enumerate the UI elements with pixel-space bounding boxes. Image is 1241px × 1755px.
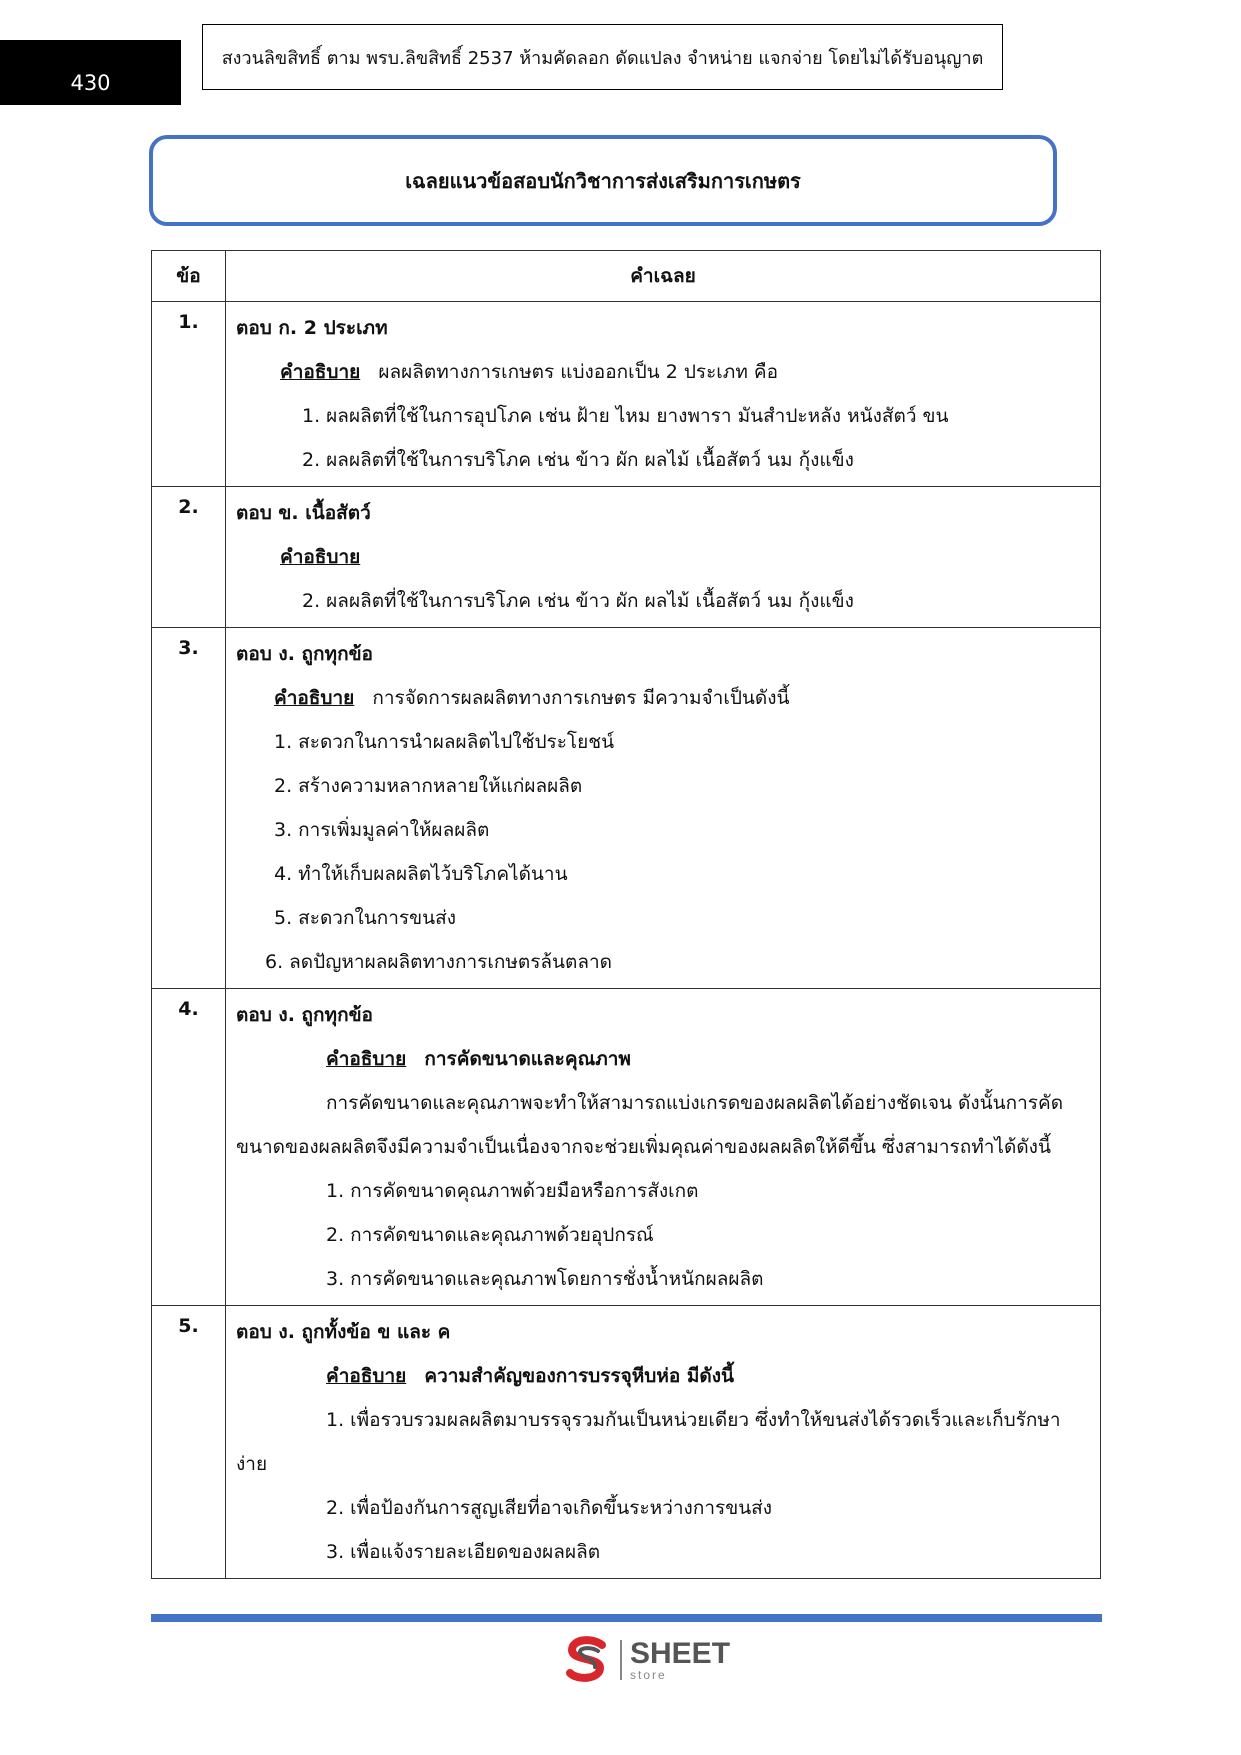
explanation-label: คำอธิบาย xyxy=(280,546,361,568)
answer-text: ตอบ ง. ถูกทุกข้อ xyxy=(236,1004,373,1026)
answer-text: ตอบ ง. ถูกทุกข้อ xyxy=(236,643,373,665)
list-item: 1. การคัดขนาดคุณภาพด้วยมือหรือการสังเกต xyxy=(326,1180,699,1202)
explanation-text: ความสำคัญของการบรรจุหีบห่อ มีดังนี้ xyxy=(424,1365,735,1387)
question-number: 1. xyxy=(152,302,226,487)
question-number: 4. xyxy=(152,989,226,1306)
page-number: 430 xyxy=(0,40,181,105)
table-row xyxy=(152,302,1101,487)
answer-cell xyxy=(226,989,1101,1306)
explanation-label: คำอธิบาย xyxy=(326,1048,407,1070)
explanation-label: คำอธิบาย xyxy=(280,361,361,383)
explanation xyxy=(236,1354,1090,1398)
question-number: 3. xyxy=(152,628,226,989)
list-item: 2. การคัดขนาดและคุณภาพด้วยอุปกรณ์ xyxy=(326,1224,654,1246)
question-number: 2. xyxy=(152,487,226,628)
table-row xyxy=(152,487,1101,628)
answer-table xyxy=(151,250,1101,1579)
explanation-paragraph: การคัดขนาดและคุณภาพจะทำให้สามารถแบ่งเกรดของผลผลิตได้อย่างชัดเจน ดังนั้นการคัดขนาดของผลผลิตจึงมีความจำเป็นเนื่องจากจะช่วยเพิ่มคุณค่าของผลผลิตให้ดีขึ้น ซึ่งสามารถทำได้ดังนี้ xyxy=(236,1092,1064,1158)
logo-text: SHEET xyxy=(630,1637,731,1670)
list-item: 3. เพื่อแจ้งรายละเอียดของผลผลิต xyxy=(326,1541,601,1563)
list-item: 1. สะดวกในการนำผลผลิตไปใช้ประโยชน์ xyxy=(274,731,615,753)
explanation xyxy=(236,535,1090,579)
logo-subtext: store xyxy=(630,1668,667,1682)
table-row xyxy=(152,989,1101,1306)
answer-cell xyxy=(226,1306,1101,1579)
list-item: 6. ลดปัญหาผลผลิตทางการเกษตรล้นตลาด xyxy=(265,951,613,973)
list-item: 2. ผลผลิตที่ใช้ในการบริโภค เช่น ข้าว ผัก ผลไม้ เนื้อสัตว์ นม กุ้งแข็ง xyxy=(302,449,854,471)
explanation xyxy=(236,676,1090,720)
answer-text: ตอบ ก. 2 ประเภท xyxy=(236,317,388,339)
explanation-text: การคัดขนาดและคุณภาพ xyxy=(424,1048,631,1070)
list-item: 1. ผลผลิตที่ใช้ในการอุปโภค เช่น ฝ้าย ไหม ยางพารา มันสำปะหลัง หนังสัตว์ ขน xyxy=(302,405,949,427)
list-item: 4. ทำให้เก็บผลผลิตไว้บริโภคได้นาน xyxy=(274,863,568,885)
table-row xyxy=(152,628,1101,989)
explanation-text: ผลผลิตทางการเกษตร แบ่งออกเป็น 2 ประเภท คือ xyxy=(378,361,779,383)
list-item: 2. ผลผลิตที่ใช้ในการบริโภค เช่น ข้าว ผัก ผลไม้ เนื้อสัตว์ นม กุ้งแข็ง xyxy=(302,590,854,612)
logo-separator xyxy=(620,1640,622,1680)
explanation-label: คำอธิบาย xyxy=(274,687,355,709)
list-item: 2. สร้างความหลากหลายให้แก่ผลผลิต xyxy=(274,775,583,797)
list-item: 2. เพื่อป้องกันการสูญเสียที่อาจเกิดขึ้นระหว่างการขนส่ง xyxy=(326,1497,773,1519)
page-title xyxy=(149,135,1057,226)
explanation xyxy=(236,1037,1090,1081)
explanation-text: การจัดการผลผลิตทางการเกษตร มีความจำเป็นดังนี้ xyxy=(372,687,790,709)
footer-divider xyxy=(151,1614,1102,1622)
answer-text: ตอบ ง. ถูกทั้งข้อ ข และ ค xyxy=(236,1321,451,1343)
explanation-label: คำอธิบาย xyxy=(326,1365,407,1387)
list-item: 3. การคัดขนาดและคุณภาพโดยการชั่งน้ำหนักผลผลิต xyxy=(326,1268,764,1290)
list-item: 1. เพื่อรวบรวมผลผลิตมาบรรจุรวมกันเป็นหน่วยเดียว ซึ่งทำให้ขนส่งได้รวดเร็วและเก็บรักษาง่าย xyxy=(236,1409,1061,1475)
answer-cell xyxy=(226,302,1101,487)
table-row xyxy=(152,1306,1101,1579)
list-item: 5. สะดวกในการขนส่ง xyxy=(274,907,456,929)
list-item: 3. การเพิ่มมูลค่าให้ผลผลิต xyxy=(274,819,490,841)
column-header-answer: คำเฉลย xyxy=(226,251,1101,302)
explanation xyxy=(236,350,1090,394)
sheet-store-logo xyxy=(562,1635,730,1685)
copyright-notice: สงวนลิขสิทธิ์ ตาม พรบ.ลิขสิทธิ์ 2537 ห้ามคัดลอก ดัดแปลง จำหน่าย แจกจ่าย โดยไม่ได้รับอนุญาต xyxy=(202,24,1003,90)
answer-cell xyxy=(226,487,1101,628)
column-header-no: ข้อ xyxy=(152,251,226,302)
answer-text: ตอบ ข. เนื้อสัตว์ xyxy=(236,502,371,524)
question-number: 5. xyxy=(152,1306,226,1579)
logo-wordmark xyxy=(630,1639,730,1681)
sheet-store-s-icon xyxy=(562,1635,612,1685)
page-title-text: เฉลยแนวข้อสอบนักวิชาการส่งเสริมการเกษตร xyxy=(405,168,801,193)
answer-cell xyxy=(226,628,1101,989)
table-header-row xyxy=(152,251,1101,302)
